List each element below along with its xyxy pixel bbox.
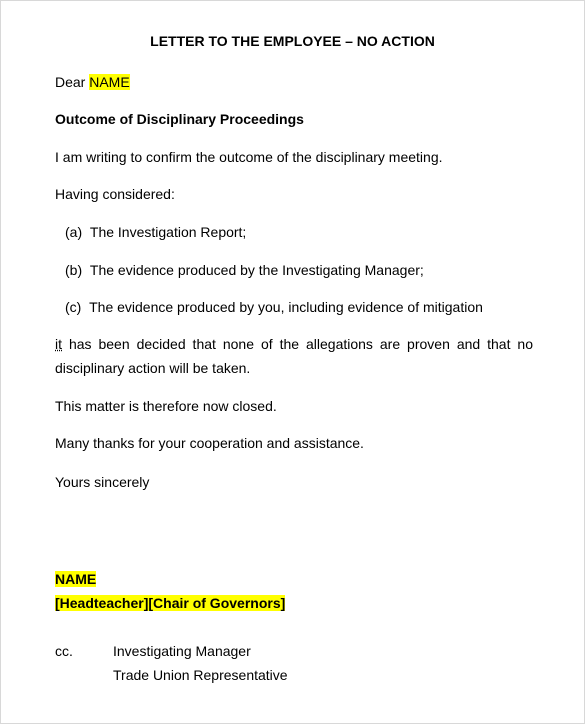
salutation-name-placeholder: NAME bbox=[89, 74, 130, 90]
signature-name-placeholder: NAME bbox=[55, 571, 97, 587]
salutation bbox=[55, 74, 130, 91]
signature-role bbox=[55, 595, 285, 612]
letter-title: LETTER TO THE EMPLOYEE – NO ACTION bbox=[150, 33, 435, 49]
cc-recipient: Investigating Manager bbox=[113, 643, 251, 659]
list-text: The evidence produced by the Investigating Manager; bbox=[89, 262, 424, 278]
signature-role-placeholder: [Headteacher][Chair of Governors] bbox=[55, 595, 286, 611]
paragraph-closed: This matter is therefore now closed. bbox=[55, 398, 277, 414]
paragraph-thanks: Many thanks for your cooperation and assistance. bbox=[55, 435, 364, 451]
list-item-b bbox=[65, 262, 424, 279]
paragraph-having-considered: Having considered: bbox=[55, 186, 175, 202]
list-text: The evidence produced by you, including evidence of mitigation bbox=[89, 299, 483, 315]
signoff: Yours sincerely bbox=[55, 474, 150, 490]
salutation-prefix: Dear bbox=[55, 74, 90, 90]
list-text: The Investigation Report; bbox=[89, 224, 247, 240]
signature-name bbox=[55, 571, 96, 588]
list-marker: (a) bbox=[65, 224, 83, 240]
decision-first-word: it bbox=[55, 336, 62, 352]
cc-label: cc. bbox=[55, 643, 73, 659]
cc-recipient: Trade Union Representative bbox=[113, 667, 288, 683]
list-marker: (c) bbox=[65, 299, 82, 315]
paragraph-decision bbox=[55, 332, 533, 380]
list-item-c bbox=[65, 299, 483, 316]
decision-text: has been decided that none of the allegations are proven and that no disciplinary action will be taken. bbox=[55, 336, 533, 376]
subject-heading: Outcome of Disciplinary Proceedings bbox=[55, 111, 304, 127]
list-item-a bbox=[65, 224, 246, 241]
list-marker: (b) bbox=[65, 262, 83, 278]
paragraph-confirm: I am writing to confirm the outcome of the disciplinary meeting. bbox=[55, 149, 443, 165]
